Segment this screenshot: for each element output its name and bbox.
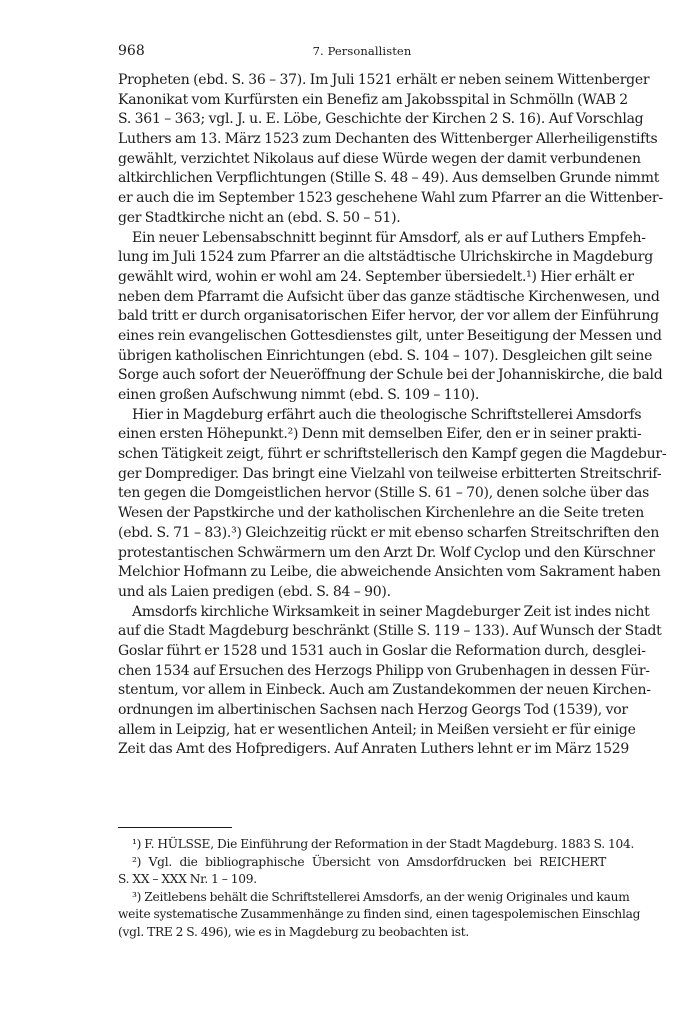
body-line: er auch die im September 1523 geschehene Wahl zum Pfarrer an die Wittenber- (118, 190, 663, 207)
body-line: ger Stadtkirche nicht an (ebd. S. 50 – 51). (118, 209, 401, 226)
body-line: protestantischen Schwärmern um den Arzt Dr. Wolf Cyclop und den Kürschner (118, 544, 655, 561)
body-line: Kanonikat vom Kurfürsten ein Benefiz am Jakobsspital in Schmölln (WAB 2 (118, 91, 628, 108)
body-line: Amsdorfs kirchliche Wirksamkeit in seiner Magdeburger Zeit ist indes nicht (132, 603, 650, 620)
body-line: gewählt, verzichtet Nikolaus auf diese Würde wegen der damit verbundenen (118, 150, 641, 167)
body-line: eines rein evangelischen Gottesdienstes gilt, unter Beseitigung der Messen und (118, 327, 662, 344)
body-line: ordnungen im albertinischen Sachsen nach Herzog Georgs Tod (1539), vor (118, 702, 628, 718)
body-line: gewählt wird, wohin er wohl am 24. September übersiedelt.¹) Hier erhält er (118, 268, 634, 285)
footnote-line: ²) Vgl. die bibliographische Übersicht von Amsdorfdrucken bei REICHERT (132, 854, 606, 869)
body-line: neben dem Pfarramt die Aufsicht über das ganze städtische Kirchenwesen, und (118, 288, 660, 305)
body-line: Goslar führt er 1528 und 1531 auch in Goslar die Reformation durch, desglei- (118, 642, 646, 659)
body-line: altkirchlichen Verpflichtungen (Stille S. 48 – 49). Aus demselben Grunde nimmt (118, 170, 660, 187)
footnote-line: weite systematische Zusammenhänge zu finden sind, einen tagespolemischen Einschlag (118, 907, 641, 922)
footnote-line: ³) Zeitlebens behält die Schriftstellerei Amsdorfs, an der wenig Originales und kaum (132, 889, 630, 904)
body-line: einen großen Aufschwung nimmt (ebd. S. 109 – 110). (118, 387, 480, 403)
body-line: ger Domprediger. Das bringt eine Vielzahl von teilweise erbitterten Streitschrif- (118, 465, 662, 482)
body-line: bald tritt er durch organisatorischen Eifer hervor, der vor allem der Einführung (118, 308, 659, 325)
running-head: 7. Personallisten (312, 44, 412, 58)
body-line: auf die Stadt Magdeburg beschränkt (Stille S. 119 – 133). Auf Wunsch der Stadt (118, 623, 662, 640)
footnote-line: S. XX – XXX Nr. 1 – 109. (118, 872, 257, 887)
body-line: übrigen katholischen Einrichtungen (ebd. S. 104 – 107). Desgleichen gilt seine (118, 347, 653, 364)
body-line: schen Tätigkeit zeigt, führt er schriftstellerisch den Kampf gegen die Magdebur- (118, 446, 667, 463)
body-line: einen ersten Höhepunkt.²) Denn mit demselben Eifer, den er in seiner prakti- (118, 426, 642, 443)
footnote-line: (vgl. TRE 2 S. 496), wie es in Magdeburg zu beobachten ist. (118, 924, 470, 939)
body-line: stentum, vor allem in Einbeck. Auch am Zustandekommen der neuen Kirchen- (118, 682, 651, 699)
body-line: Hier in Magdeburg erfährt auch die theologische Schriftstellerei Amsdorfs (132, 406, 642, 423)
body-line: ten gegen die Domgeistlichen hervor (Stille S. 61 – 70), denen solche über das (118, 485, 650, 502)
page-number: 968 (118, 43, 145, 59)
body-line: Propheten (ebd. S. 36 – 37). Im Juli 1521 erhält er neben seinem Wittenberger (118, 72, 650, 88)
body-text (118, 71, 667, 760)
body-line: chen 1534 auf Ersuchen des Herzogs Philipp von Grubenhagen in dessen Für- (118, 662, 650, 679)
body-line: Melchior Hofmann zu Leibe, die abweichende Ansichten vom Sakrament haben (118, 564, 661, 581)
footnotes (118, 836, 641, 942)
body-line: Wesen der Papstkirche und der katholischen Kirchenlehre an die Seite treten (118, 505, 644, 522)
body-line: allem in Leipzig, hat er wesentlichen Anteil; in Meißen versieht er für einige (118, 721, 636, 738)
body-line: und als Laien predigen (ebd. S. 84 – 90). (118, 583, 391, 600)
body-line: (ebd. S. 71 – 83).³) Gleichzeitig rückt er mit ebenso scharfen Streitschriften den (118, 524, 660, 541)
body-line: Ein neuer Lebensabschnitt beginnt für Amsdorf, als er auf Luthers Empfeh- (132, 229, 646, 246)
body-line: Sorge auch sofort der Neueröffnung der Schule bei der Johanniskirche, die bald (118, 367, 663, 384)
footnote-divider (118, 827, 232, 828)
page-header (118, 40, 606, 62)
footnote-line: ¹) F. HÜLSSE, Die Einführung der Reformation in der Stadt Magdeburg. 1883 S. 104. (132, 837, 635, 851)
body-line: S. 361 – 363; vgl. J. u. E. Löbe, Geschichte der Kirchen 2 S. 16). Auf Vorschlag (118, 111, 644, 128)
body-line: Zeit das Amt des Hofpredigers. Auf Anraten Luthers lehnt er im März 1529 (118, 741, 630, 758)
body-line: lung im Juli 1524 zum Pfarrer an die altstädtische Ulrichskirche in Magdeburg (118, 249, 653, 266)
body-line: Luthers am 13. März 1523 zum Dechanten des Wittenberger Allerheiligenstifts (118, 131, 658, 148)
